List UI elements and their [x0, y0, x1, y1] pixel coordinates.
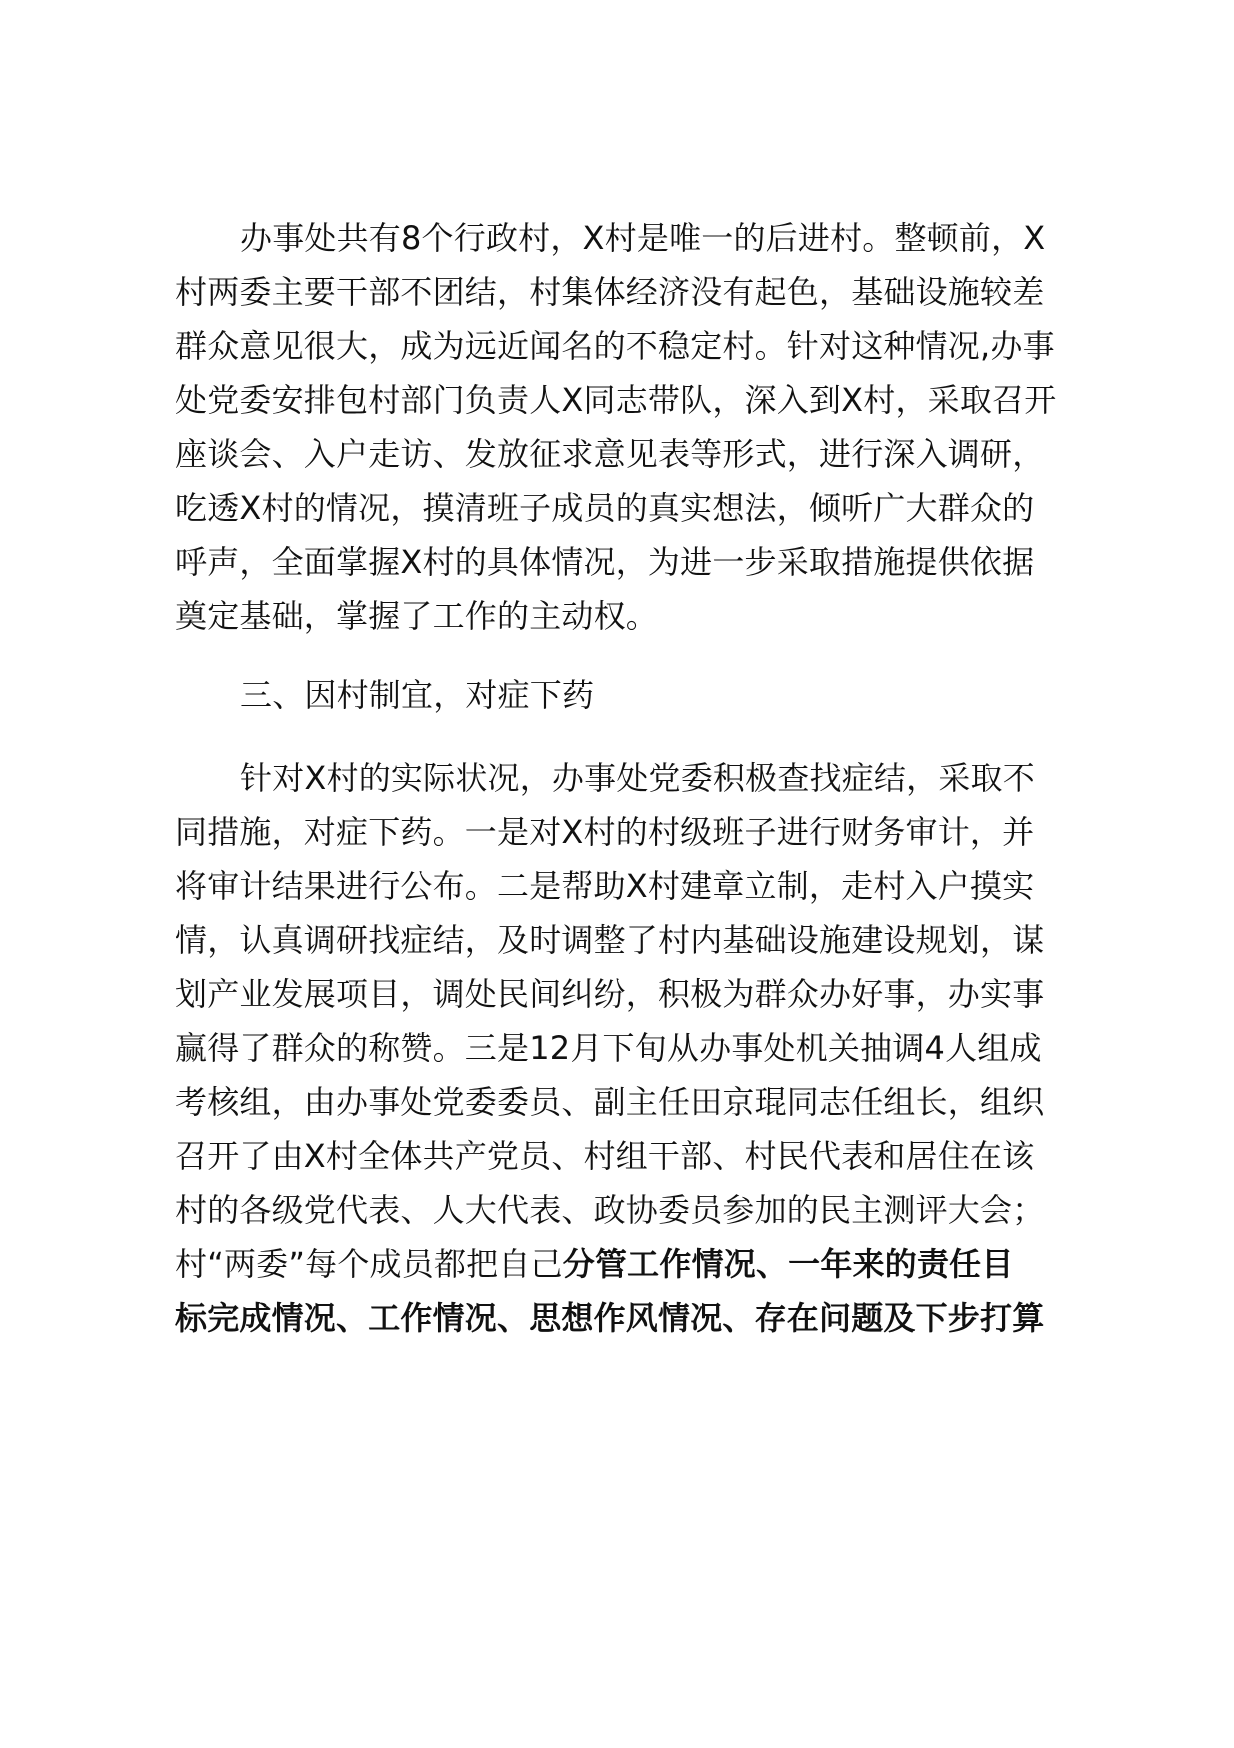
paragraph-2-line-11: 标完成情况、工作情况、思想作风情况、存在问题及下步打算 [175, 1299, 1045, 1337]
paragraph-1-line-5: 座谈会、入户走访、发放征求意见表等形式，进行深入调研， [175, 435, 1045, 473]
paragraph-1-line-7: 呼声，全面掌握X村的具体情况，为进一步采取措施提供依据 [175, 543, 1035, 581]
paragraph-1-line-8: 奠定基础，掌握了工作的主动权。 [175, 597, 659, 635]
paragraph-2-line-9: 村的各级党代表、人大代表、政协委员参加的民主测评大会； [175, 1191, 1045, 1229]
paragraph-1-line-1: 办事处共有8个行政村，X村是唯一的后进村。整顿前，X [240, 219, 1046, 257]
paragraph-2-line-8: 召开了由X村全体共产党员、村组干部、村民代表和居住在该 [175, 1137, 1035, 1175]
paragraph-1-line-6: 吃透X村的情况，摸清班子成员的真实想法，倾听广大群众的 [175, 489, 1035, 527]
paragraph-2-line-3: 将审计结果进行公布。二是帮助X村建章立制，走村入户摸实 [175, 867, 1035, 905]
paragraph-2-line-2: 同措施，对症下药。一是对X村的村级班子进行财务审计，并 [175, 813, 1035, 851]
paragraph-1-line-4: 处党委安排包村部门负责人X同志带队，深入到X村，采取召开 [175, 381, 1057, 419]
paragraph-2-line-4: 情，认真调研找症结，及时调整了村内基础设施建设规划，谋 [175, 921, 1045, 959]
section-heading: 三、因村制宜，对症下药 [240, 676, 595, 714]
paragraph-2-line-10-bold: 分管工作情况、一年来的责任目 [562, 1245, 1014, 1283]
paragraph-2-line-5: 划产业发展项目，调处民间纠纷，积极为群众办好事，办实事 [175, 975, 1045, 1013]
paragraph-2-line-1: 针对X村的实际状况，办事处党委积极查找症结，采取不 [240, 759, 1035, 797]
paragraph-2-line-7: 考核组，由办事处党委委员、副主任田京琨同志任组长，组织 [175, 1083, 1045, 1121]
paragraph-2-line-6: 赢得了群众的称赞。三是12月下旬从办事处机关抽调4人组成 [175, 1029, 1042, 1067]
paragraph-1-line-2: 村两委主要干部不团结，村集体经济没有起色，基础设施较差 [175, 273, 1045, 311]
paragraph-2-line-10-regular: 村“两委”每个成员都把自己 [175, 1245, 563, 1283]
paragraph-2-line-10 [175, 1234, 1095, 1294]
paragraph-1-line-3: 群众意见很大，成为远近闻名的不稳定村。针对这种情况,办事 [175, 327, 1055, 365]
